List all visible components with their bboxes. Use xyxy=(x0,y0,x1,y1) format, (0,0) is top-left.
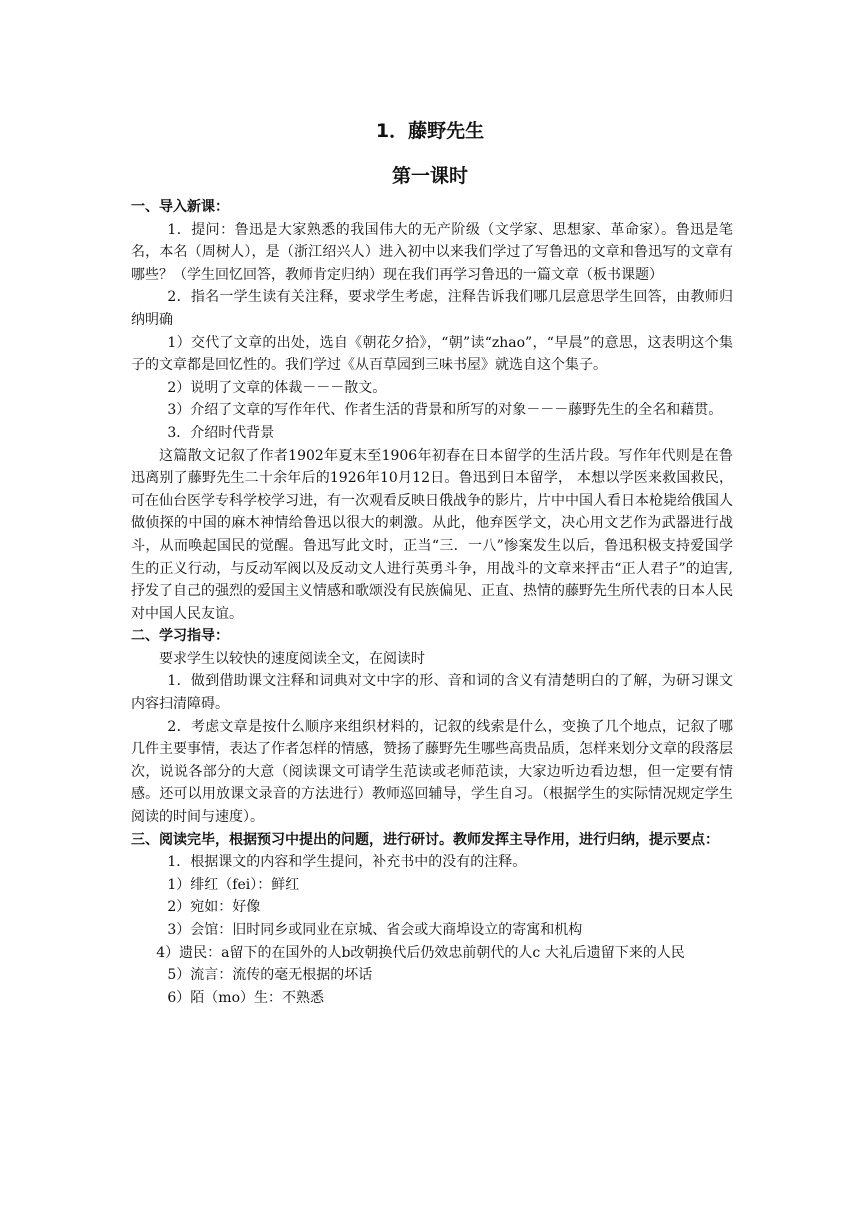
paragraph: 3）介绍了文章的写作年代、作者生活的背景和所写的对象－－－藤野先生的全名和藉贯。 xyxy=(167,402,723,419)
paragraph: 3．介绍时代背景 xyxy=(167,424,275,441)
paragraph: 1）交代了文章的出处，选自《朝花夕拾》，“朝”读“zhao”，“早晨”的意思，这表明这个集子的文章都是回忆性的。我们学过《从百草园到三味书屋》就选自这个集子。 xyxy=(131,334,733,374)
paragraph: 1）绯红（fei）：鲜红 xyxy=(167,876,300,893)
section-heading: 三、阅读完毕，根据预习中提出的问题，进行研讨。教师发挥主导作用，进行归纳，提示要点： xyxy=(131,831,719,848)
paragraph: 6）陌（mo）生：不熟悉 xyxy=(167,989,325,1006)
paragraph: 4）遗民：a留下的在国外的人b改朝换代后仍效忠前朝代的人c 大礼后遗留下来的人民 xyxy=(156,944,685,961)
document-title: 1．藤野先生 xyxy=(375,120,485,142)
document-subtitle: 第一课时 xyxy=(391,165,468,187)
paragraph: 1．根据课文的内容和学生提问，补充书中的没有的注释。 xyxy=(167,854,527,871)
section-heading: 二、学习指导： xyxy=(131,628,229,645)
paragraph: 1．提问：鲁迅是大家熟悉的我国伟大的无产阶级（文学家、思想家、革命家）。鲁迅是笔名，本名（周树人），是（浙江绍兴人）进入初中以来我们学过了写鲁迅的文章和鲁迅写的文章有哪些？（学生回忆回答，教师肯定归纳）现在我们再学习鲁迅的一篇文章（板书课题） xyxy=(131,221,733,283)
section-heading: 一、导入新课： xyxy=(131,199,229,215)
paragraph: 3）会馆：旧时同乡或同业在京城、省会或大商埠设立的寄寓和机构 xyxy=(167,922,583,938)
paragraph: 5）流言：流传的毫无根据的坏话 xyxy=(167,967,373,984)
paragraph: 2．指名一学生读有关注释，要求学生考虑，注释告诉我们哪几层意思学生回答，由教师归纳明确 xyxy=(131,289,733,328)
paragraph: 要求学生以较快的速度阅读全文，在阅读时 xyxy=(159,650,425,667)
paragraph: 2）说明了文章的体裁－－－散文。 xyxy=(167,379,387,396)
paragraph: 2．考虑文章是按什么顺序来组织材料的，记叙的线索是什么，变换了几个地点，记叙了哪几件主要事情，表达了作者怎样的情感，赞扬了藤野先生哪些高贵品质，怎样来划分文章的段落层次，说说各部分的大意（阅读课文可请学生范读或老师范读，大家边听边看边想，但一定要有情感。还可以用放课文录音的方法进行）教师巡回辅导，学生自习。（根据学生的实际情况规定学生阅读的时间与速度）。 xyxy=(131,718,733,826)
paragraph: 这篇散文记叙了作者1902年夏末至1906年初春在日本留学的生活片段。写作年代则是在鲁迅离别了藤野先生二十余年后的1926年10月12日。鲁迅到日本留学， 本想以学医来救国救民，可在仙台医学专科学校学习进，有一次观看反映日俄战争的影片，片中中国人看日本枪毙给俄国人做侦探的中国的麻木神情给鲁迅以很大的刺激。从此，他弃医学文，决心用文艺作为武器进行战斗，从而唤起国民的觉醒。鲁迅写此文时，正当“三．一八”惨案发生以后，鲁迅积极支持爱国学生的正义行动，与反动军阀以及反动文人进行英勇斗争，用战斗的文章来抨击“正人君子”的迫害,抒发了自己的强烈的爱国主义情感和歌颂没有民族偏见、正直、热情的藤野先生所代表的日本人民对中国人民友谊。 xyxy=(131,447,733,622)
paragraph: 1．做到借助课文注释和词典对文中字的形、音和词的含义有清楚明白的了解，为研习课文内容扫清障碍。 xyxy=(131,673,733,713)
paragraph: 2）宛如：好像 xyxy=(167,899,261,916)
document-body xyxy=(131,196,733,1009)
